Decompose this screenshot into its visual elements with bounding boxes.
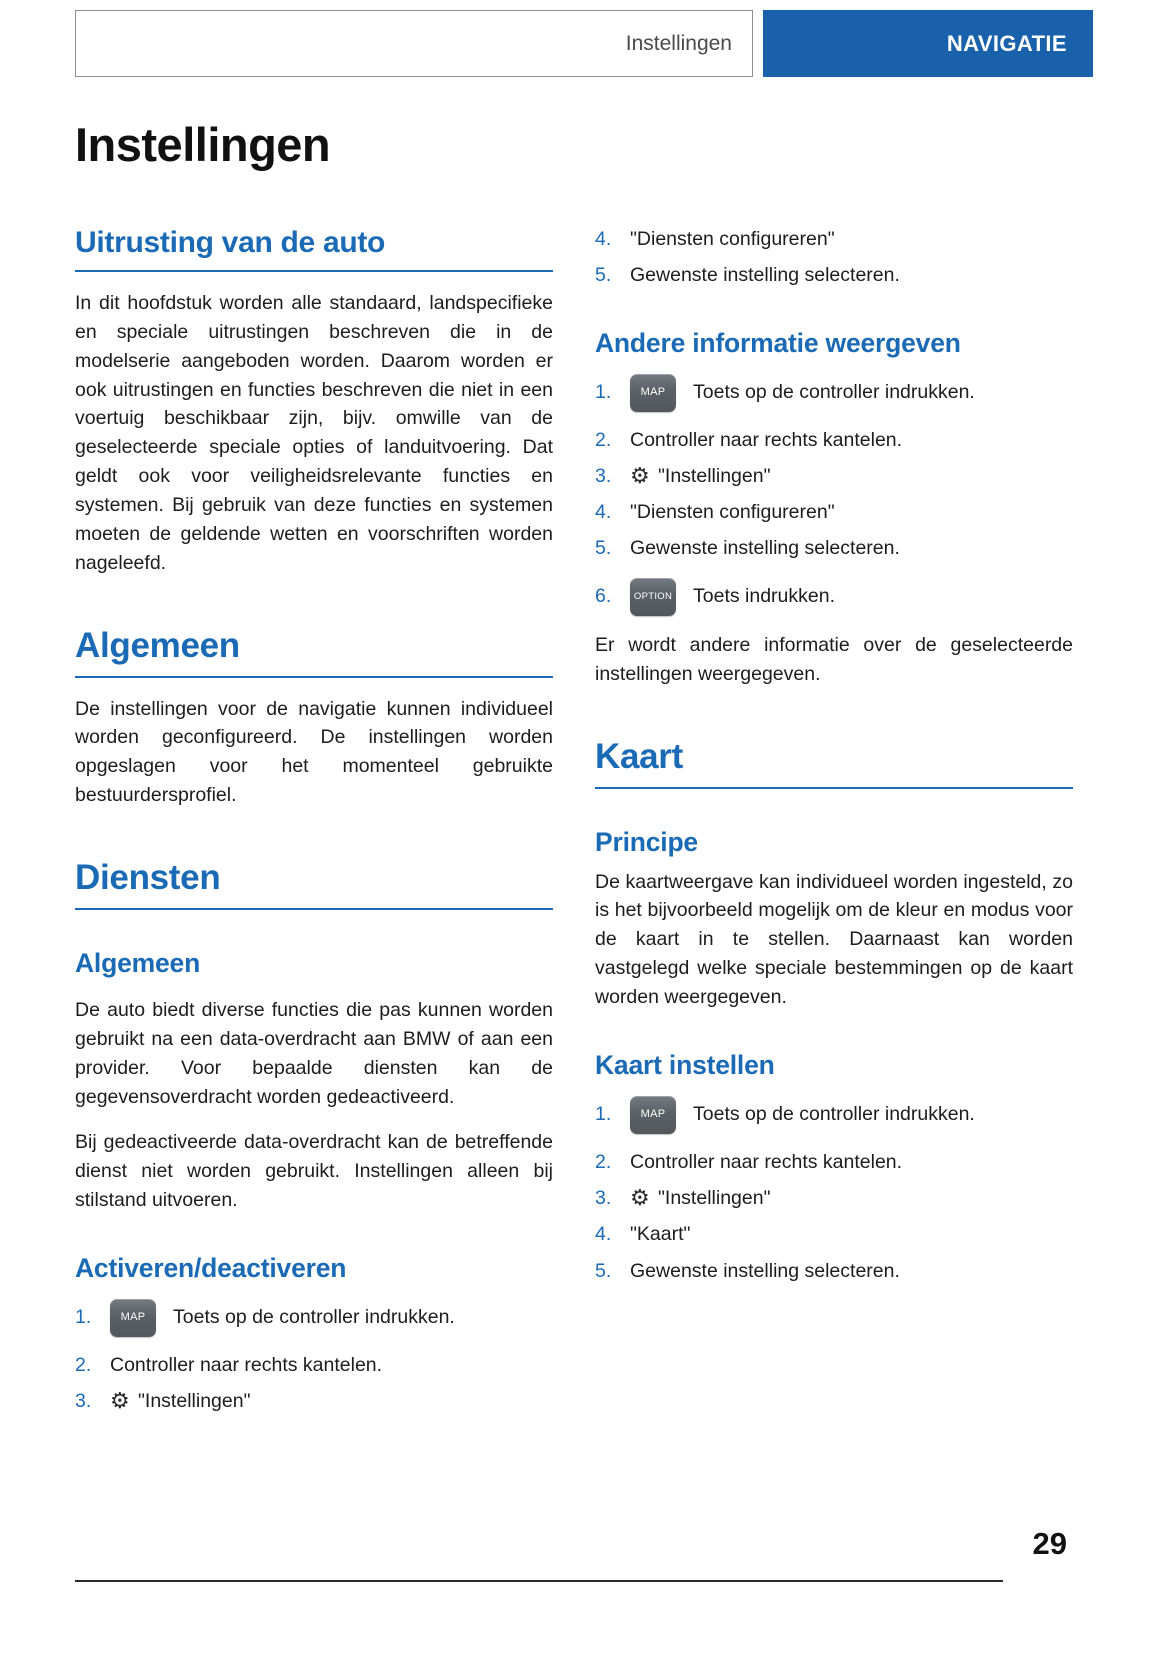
step-text: "Diensten configureren" [630,501,835,524]
heading-algemeen: Algemeen [75,626,553,678]
paragraph-uitrusting: In dit hoofdstuk worden alle standaard, landspecifieke en speciale uitrustingen beschreven die in de modelserie aangeboden worden. Daarom worden er ook uitrustingen en functies beschreven die niet in een voertuig beschikbaar zijn, bijv. omwille van de geselecteerde speciale opties of landuitvoering. Dat geldt ook voor veiligheidsrelevante functies en systemen. Bij gebruik van deze functies en systemen moeten de geldende wetten en voorschriften worden nageleefd. [75,292,553,574]
page-title: Instellingen [75,118,331,171]
step-number: 5. [595,1259,612,1282]
step-item [595,1149,1073,1176]
step-item [595,262,1073,289]
step-text: "Instellingen" [658,1187,771,1210]
step-number: 2. [75,1354,92,1377]
subheading-principe: Principe [595,826,698,857]
step-item [75,1388,553,1415]
paragraph-andere-informatie: Er wordt andere informatie over de geselecteerde instellingen weergegeven. [595,633,1073,685]
heading-diensten: Diensten [75,858,553,910]
step-text: Toets indrukken. [693,585,835,608]
step-number: 6. [595,585,612,608]
right-column [595,226,1073,1416]
step-text: Gewenste instelling selecteren. [630,1259,900,1282]
step-number: 1. [75,1306,92,1329]
gear-icon: ⚙ [630,1185,650,1211]
step-item [595,535,1073,562]
step-text: "Kaart" [630,1223,691,1246]
breadcrumb-label: Instellingen [625,31,732,55]
step-number: 2. [595,428,612,451]
step-text: "Diensten configureren" [630,228,835,250]
left-column [75,226,553,1416]
gear-icon: ⚙ [110,1388,130,1414]
step-text: Controller naar rechts kantelen. [630,1150,903,1173]
step-number: 3. [595,464,612,487]
step-text: Gewenste instelling selecteren. [630,264,900,287]
step-number: 5. [595,537,612,560]
option-key-icon: OPTION [630,578,676,616]
step-item [595,578,1073,616]
step-text: Toets op de controller indrukken. [693,1103,975,1126]
subheading-activeren-deactiveren: Activeren/deactiveren [75,1253,347,1284]
paragraph-algemeen: De instellingen voor de navigatie kunnen individueel worden geconfigureerd. De instellingen worden opgeslagen voor het momenteel gebruikte bestuurdersprofiel. [75,697,553,807]
section-tab-label: NAVIGATIE [946,30,1067,56]
step-number: 1. [595,380,612,403]
step-item [595,427,1073,454]
page-number: 29 [1032,1526,1067,1561]
subheading-andere-informatie-weergeven: Andere informatie weergeven [595,327,961,358]
page-header [75,10,1093,77]
step-number: 3. [75,1390,92,1413]
step-item [75,1299,553,1337]
map-key-icon: MAP [110,1299,156,1337]
subheading-kaart-instellen: Kaart instellen [595,1049,775,1080]
paragraph-diensten-2: Bij gedeactiveerde data-overdracht kan de betreffende dienst niet worden gebruikt. Instellingen alleen bij stilstand uitvoeren. [75,1131,553,1212]
step-item [595,226,1073,253]
section-tab-navigatie [763,10,1093,77]
step-number: 4. [595,501,612,524]
heading-kaart: Kaart [595,737,1073,789]
gear-icon: ⚙ [630,463,650,489]
step-number: 1. [595,1103,612,1126]
two-column-layout [75,226,1093,1416]
step-number: 4. [595,228,612,250]
step-number: 3. [595,1187,612,1210]
breadcrumb [75,10,753,77]
step-number: 5. [595,264,612,287]
step-text: Controller naar rechts kantelen. [110,1354,383,1377]
step-item [75,1352,553,1379]
step-item [595,1221,1073,1248]
paragraph-diensten-1: De auto biedt diverse functies die pas kunnen worden gebruikt na een data-overdracht aan BMW of aan een provider. Voor bepaalde diensten kan de gegevensoverdracht worden gedeactiveerd. [75,999,553,1108]
step-item [595,463,1073,490]
subheading-diensten-algemeen: Algemeen [75,948,201,979]
step-item [595,1258,1073,1285]
footer-rule [75,1580,1003,1582]
step-number: 4. [595,1223,612,1246]
map-key-icon: MAP [630,1096,676,1134]
step-number: 2. [595,1150,612,1173]
step-text: "Instellingen" [138,1390,251,1413]
paragraph-principe: De kaartweergave kan individueel worden ingesteld, zo is het bijvoorbeeld mogelijk om de kleur en modus voor de kaart in te stellen. Daarnaast kan worden vastgelegd welke speciale bestemmingen op de kaart worden weergegeven. [595,870,1073,1008]
heading-uitrusting-van-de-auto: Uitrusting van de auto [75,226,553,272]
step-item [595,374,1073,412]
step-text: Toets op de controller indrukken. [693,380,975,403]
step-text: Controller naar rechts kantelen. [630,428,903,451]
step-text: Toets op de controller indrukken. [173,1306,455,1329]
step-item [595,1096,1073,1134]
step-item [595,499,1073,526]
step-text: "Instellingen" [658,464,771,487]
step-item [595,1185,1073,1212]
map-key-icon: MAP [630,374,676,412]
step-text: Gewenste instelling selecteren. [630,537,900,560]
